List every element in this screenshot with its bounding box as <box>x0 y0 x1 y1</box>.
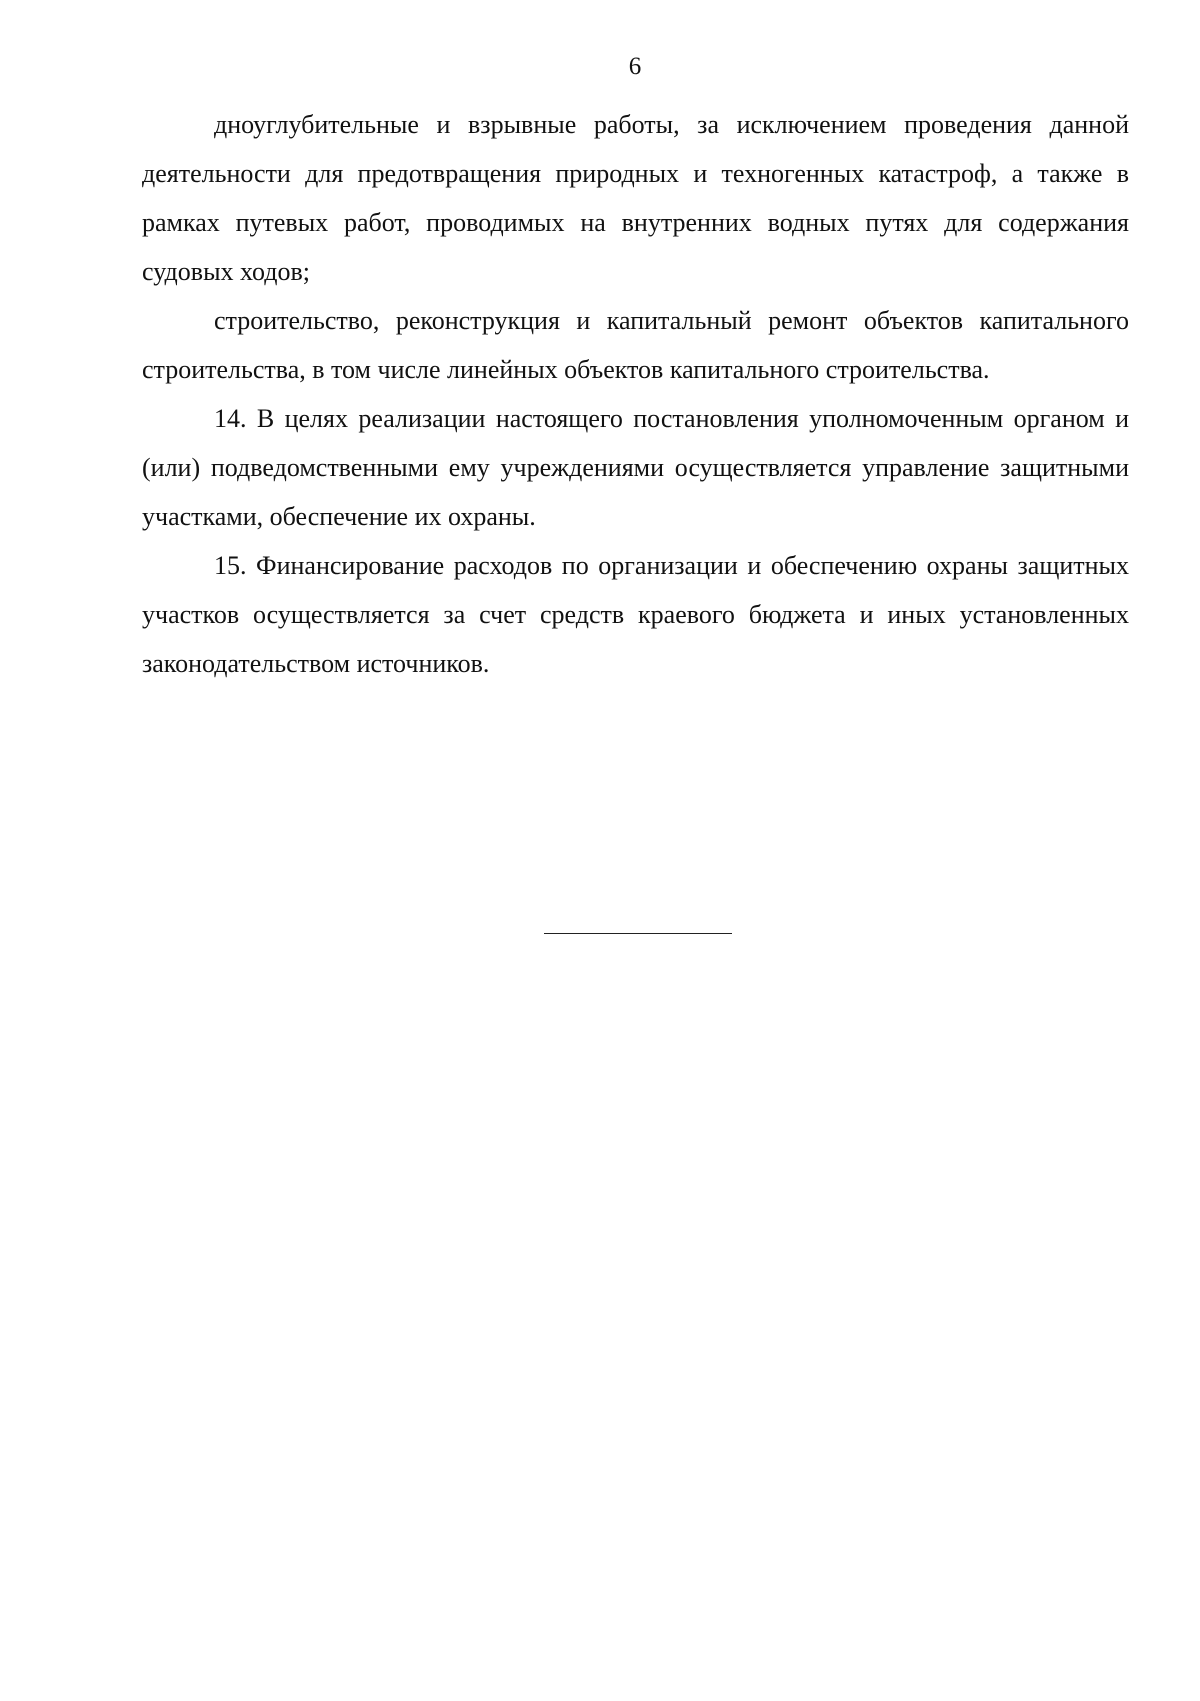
paragraph-item-14: 14. В целях реализации настоящего постановления уполномоченным органом и (или) подведомственными ему учреждениями осуществляется управление защитными участками, обеспечение их охраны. <box>142 404 1129 531</box>
paragraph-construction: строительство, реконструкция и капитальный ремонт объектов капитального строительства, в том числе линейных объектов капитального строительства. <box>142 306 1129 384</box>
document-body <box>142 100 1129 688</box>
page-number: 6 <box>628 53 642 80</box>
end-of-text-rule <box>544 933 732 934</box>
paragraph-item-15: 15. Финансирование расходов по организации и обеспечению охраны защитных участков осуществляется за счет средств краевого бюджета и иных установленных законодательством источников. <box>142 551 1129 678</box>
paragraph-dredging-works: дноуглубительные и взрывные работы, за исключением проведения данной деятельности для предотвращения природных и техногенных катастроф, а также в рамках путевых работ, проводимых на внутренних водных путях для содержания судовых ходов; <box>142 110 1129 286</box>
